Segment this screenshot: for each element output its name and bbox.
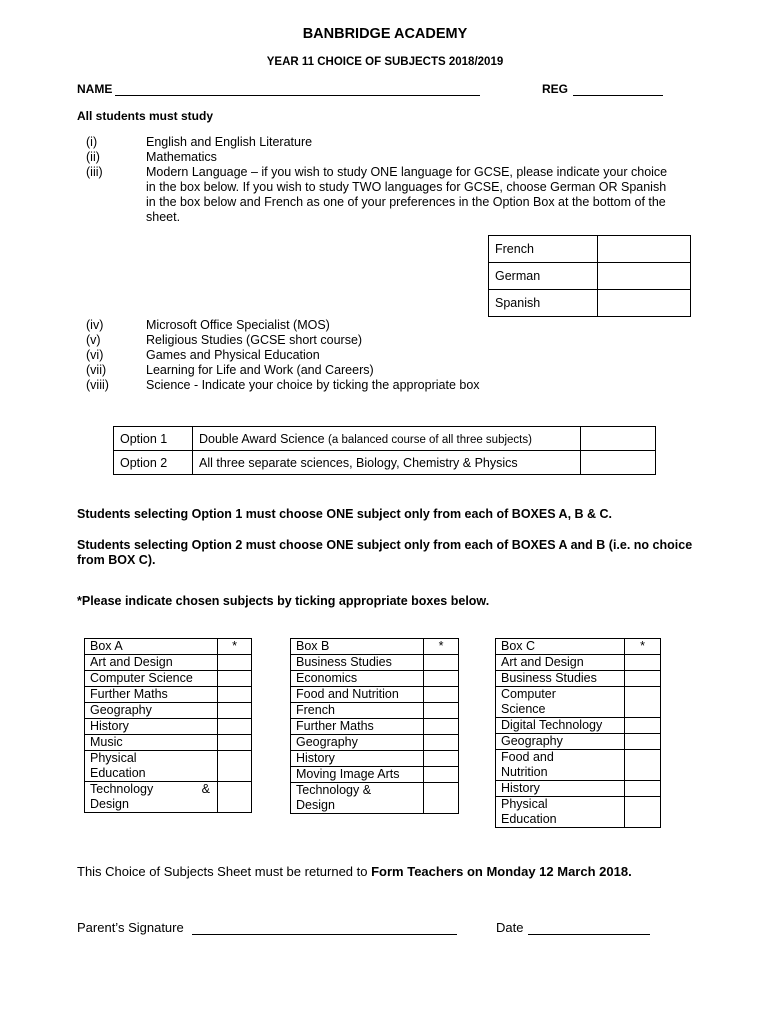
subject-name: Economics <box>291 671 424 687</box>
subject-name: Art and Design <box>85 655 218 671</box>
box-c-table <box>495 638 661 828</box>
subject-name: Computer Science <box>85 671 218 687</box>
table-row <box>291 655 459 671</box>
table-row <box>489 236 691 263</box>
subject-tick-cell[interactable] <box>218 655 252 671</box>
subject-tick-cell[interactable] <box>625 750 661 781</box>
subject-name <box>496 797 625 828</box>
table-row <box>496 687 661 718</box>
subject-name: Art and Design <box>496 655 625 671</box>
table-row <box>496 718 661 734</box>
subject-tick-cell[interactable] <box>218 671 252 687</box>
item-text: Learning for Life and Work (and Careers) <box>146 363 374 377</box>
subject-name: Food and Nutrition <box>291 687 424 703</box>
subject-tick-cell[interactable] <box>625 655 661 671</box>
subject-tick-cell[interactable] <box>424 767 459 783</box>
subject-tick-cell[interactable] <box>424 671 459 687</box>
must-study-heading: All students must study <box>77 109 214 123</box>
table-row <box>85 639 252 655</box>
subject-name <box>496 750 625 781</box>
subject-text: Food and Nutrition <box>501 750 554 779</box>
subject-tick-cell[interactable] <box>218 687 252 703</box>
item-text: Microsoft Office Specialist (MOS) <box>146 318 330 332</box>
item-text: Science - Indicate your choice by ticking the appropriate box <box>146 378 480 392</box>
table-row <box>291 767 459 783</box>
list-item <box>86 135 686 150</box>
item-number: (ii) <box>86 150 100 164</box>
table-row <box>85 719 252 735</box>
school-name: BANBRIDGE ACADEMY <box>302 26 468 42</box>
form-title: YEAR 11 CHOICE OF SUBJECTS 2018/2019 <box>266 56 504 68</box>
subject-tick-cell[interactable] <box>625 734 661 750</box>
table-row <box>291 639 459 655</box>
subject-tick-cell[interactable] <box>424 703 459 719</box>
table-row <box>496 750 661 781</box>
subject-text: Technology & Design <box>90 782 210 811</box>
signature-label: Parent’s Signature <box>77 920 184 935</box>
subject-name <box>85 782 218 813</box>
option-tick-cell[interactable] <box>581 427 656 451</box>
subject-tick-cell[interactable] <box>625 781 661 797</box>
reg-field[interactable] <box>573 83 663 96</box>
item-number: (i) <box>86 135 98 149</box>
subject-name: History <box>85 719 218 735</box>
table-row <box>85 735 252 751</box>
subject-tick-cell[interactable] <box>424 655 459 671</box>
return-instruction <box>77 864 737 879</box>
subject-name: Geography <box>85 703 218 719</box>
option-desc-main: Double Award Science <box>199 431 325 446</box>
language-name: German <box>489 263 598 290</box>
item-text: Modern Language – if you wish to study ONE language for GCSE, please indicate your choice in the box below. If you wish to study TWO languages for GCSE, choose German OR Spanish in the box below and French as one of your preferences in the Option Box at the bottom of the sheet. <box>146 165 668 224</box>
item-number: (iv) <box>86 318 104 332</box>
subject-tick-cell[interactable] <box>218 719 252 735</box>
list-item <box>86 318 686 333</box>
subject-tick-cell[interactable] <box>625 687 661 718</box>
item-text: Religious Studies (GCSE short course) <box>146 333 363 347</box>
date-field[interactable] <box>528 921 650 935</box>
date-label: Date <box>496 920 524 935</box>
subject-tick-cell[interactable] <box>625 671 661 687</box>
table-row <box>85 687 252 703</box>
option-description <box>193 427 581 451</box>
table-row <box>85 703 252 719</box>
subject-name: Geography <box>496 734 625 750</box>
subject-tick-cell[interactable] <box>424 751 459 767</box>
box-title: Box C <box>496 639 625 655</box>
list-item <box>86 348 686 363</box>
box-title: Box A <box>85 639 218 655</box>
box-a-table <box>84 638 252 813</box>
instruction-option1: Students selecting Option 1 must choose ONE subject only from each of BOXES A, B & C. <box>77 507 613 521</box>
table-row <box>489 290 691 317</box>
subject-tick-cell[interactable] <box>218 703 252 719</box>
table-row <box>291 719 459 735</box>
subject-tick-cell[interactable] <box>424 783 459 814</box>
list-item <box>86 150 686 165</box>
option-label: Option 2 <box>114 451 193 475</box>
table-row <box>496 797 661 828</box>
subject-name: French <box>291 703 424 719</box>
reg-label: REG <box>542 82 569 96</box>
must-study-list-continued <box>86 318 686 393</box>
table-row <box>291 671 459 687</box>
subject-text: Physical Education <box>501 797 557 826</box>
item-text: Games and Physical Education <box>146 348 320 362</box>
table-row <box>85 655 252 671</box>
subject-name: Business Studies <box>496 671 625 687</box>
instruction-tick: *Please indicate chosen subjects by ticking appropriate boxes below. <box>77 594 490 608</box>
language-name: Spanish <box>489 290 598 317</box>
name-label: NAME <box>77 82 113 96</box>
science-options-table <box>113 426 656 475</box>
table-row <box>114 427 656 451</box>
item-number: (viii) <box>86 378 109 392</box>
table-row <box>291 687 459 703</box>
subject-name: History <box>496 781 625 797</box>
item-number: (iii) <box>86 165 103 179</box>
return-text: This Choice of Subjects Sheet must be returned to <box>77 864 372 879</box>
language-name: French <box>489 236 598 263</box>
table-row <box>496 671 661 687</box>
table-row <box>496 781 661 797</box>
signature-field[interactable] <box>192 921 457 935</box>
subject-tick-cell[interactable] <box>218 782 252 813</box>
subject-name <box>85 751 218 782</box>
subject-text: Computer Science <box>501 687 556 716</box>
subject-name <box>496 687 625 718</box>
table-row <box>85 751 252 782</box>
table-row <box>114 451 656 475</box>
must-study-list <box>86 135 686 225</box>
option-label: Option 1 <box>114 427 193 451</box>
language-choice-table <box>488 235 691 317</box>
subject-text: Physical Education <box>90 751 146 780</box>
subject-tick-cell[interactable] <box>218 751 252 782</box>
table-row <box>85 782 252 813</box>
subject-name: History <box>291 751 424 767</box>
list-item <box>86 333 686 348</box>
star-header: * <box>424 639 459 655</box>
option-tick-cell[interactable] <box>581 451 656 475</box>
list-item <box>86 363 686 378</box>
subject-tick-cell[interactable] <box>424 719 459 735</box>
table-row <box>291 751 459 767</box>
language-tick-cell[interactable] <box>598 290 691 317</box>
subject-name: Further Maths <box>291 719 424 735</box>
item-number: (vi) <box>86 348 104 362</box>
item-text: English and English Literature <box>146 135 313 149</box>
subject-tick-cell[interactable] <box>424 687 459 703</box>
subject-tick-cell[interactable] <box>625 797 661 828</box>
name-field[interactable] <box>115 83 480 96</box>
subject-name: Geography <box>291 735 424 751</box>
item-number: (v) <box>86 333 101 347</box>
instruction-option2: Students selecting Option 2 must choose ONE subject only from each of BOXES A and B (i.e. no choice from BOX C). <box>77 538 693 567</box>
star-header: * <box>625 639 661 655</box>
item-text: Mathematics <box>146 150 217 164</box>
subject-tick-cell[interactable] <box>625 718 661 734</box>
option-desc-note: (a balanced course of all three subjects) <box>328 433 532 446</box>
table-row <box>496 639 661 655</box>
subject-name: Digital Technology <box>496 718 625 734</box>
option-desc-main: All three separate sciences, Biology, Chemistry & Physics <box>199 455 518 470</box>
table-row <box>496 655 661 671</box>
subject-name <box>291 783 424 814</box>
table-row <box>291 783 459 814</box>
subject-name: Business Studies <box>291 655 424 671</box>
return-deadline: Form Teachers on Monday 12 March 2018. <box>371 864 632 879</box>
box-title: Box B <box>291 639 424 655</box>
list-item <box>86 378 686 393</box>
option-description <box>193 451 581 475</box>
subject-name: Moving Image Arts <box>291 767 424 783</box>
table-row <box>291 703 459 719</box>
table-row <box>496 734 661 750</box>
table-row <box>85 671 252 687</box>
language-tick-cell[interactable] <box>598 263 691 290</box>
table-row <box>489 263 691 290</box>
list-item <box>86 165 686 225</box>
star-header: * <box>218 639 252 655</box>
subject-name: Further Maths <box>85 687 218 703</box>
item-number: (vii) <box>86 363 107 377</box>
box-b-table <box>290 638 459 814</box>
subject-tick-cell[interactable] <box>218 735 252 751</box>
subject-tick-cell[interactable] <box>424 735 459 751</box>
subject-text: Technology & Design <box>296 783 372 812</box>
table-row <box>291 735 459 751</box>
subject-name: Music <box>85 735 218 751</box>
language-tick-cell[interactable] <box>598 236 691 263</box>
